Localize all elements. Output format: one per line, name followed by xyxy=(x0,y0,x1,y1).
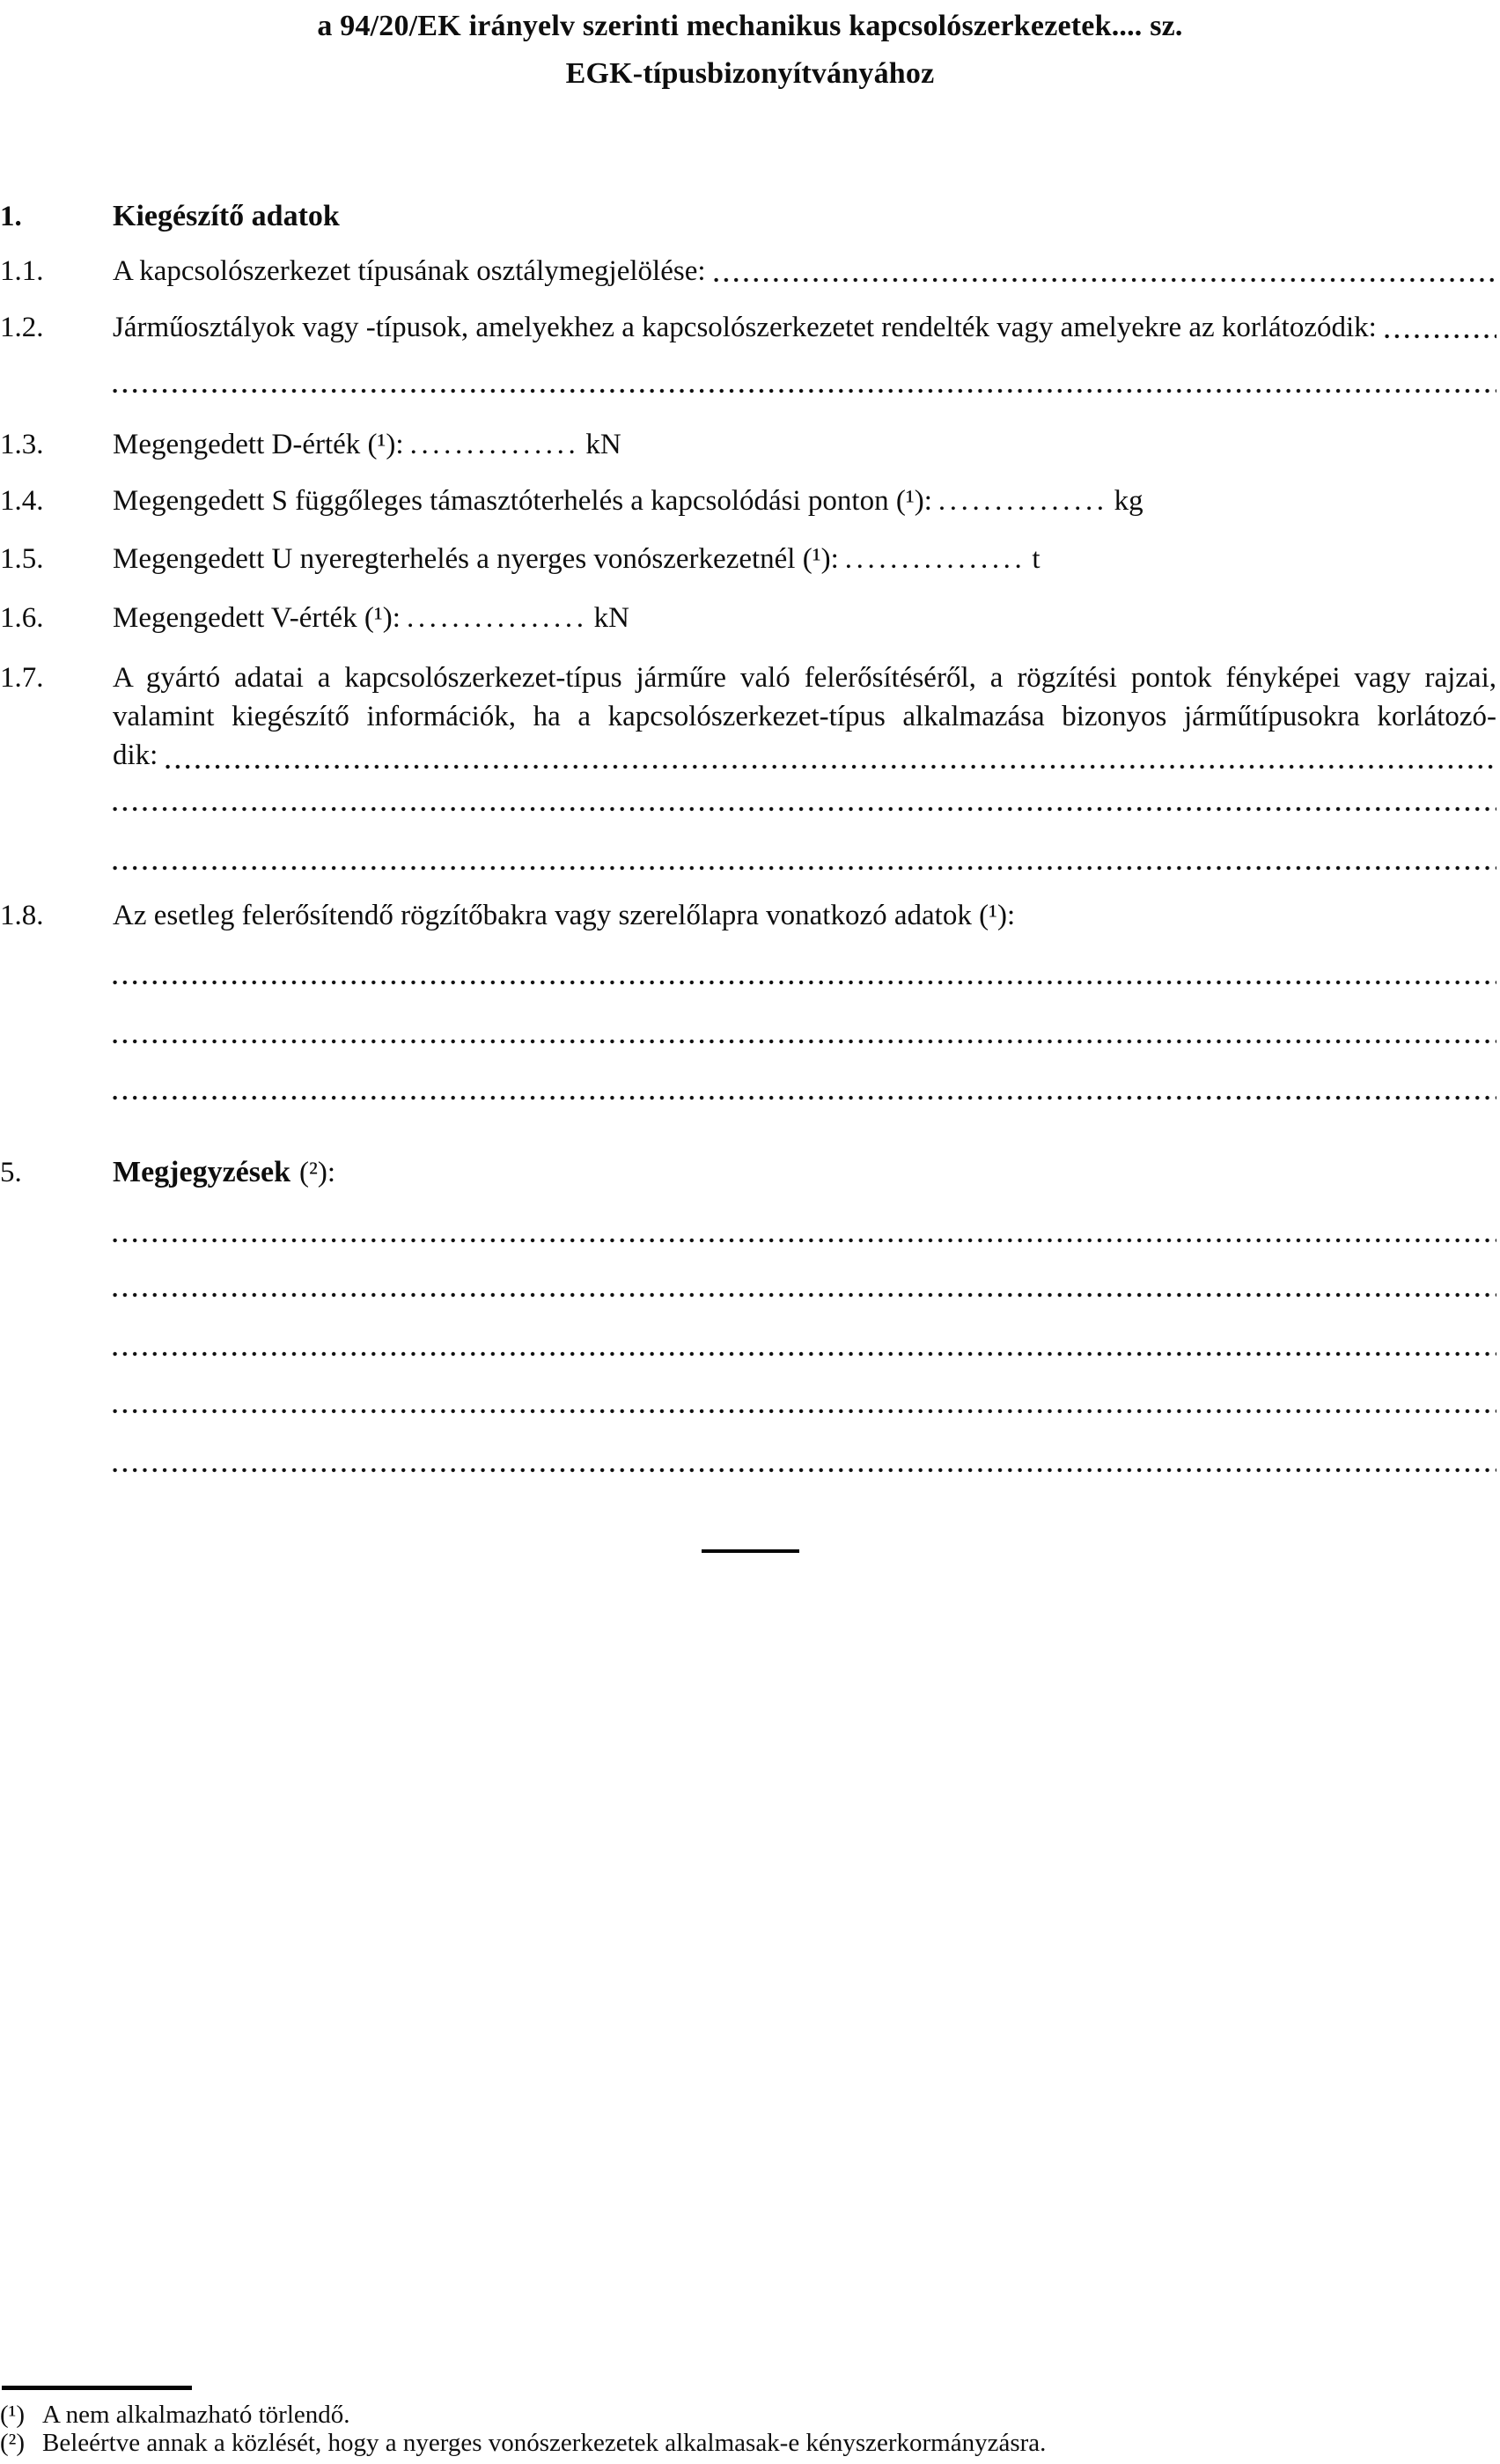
item-label: Az esetleg felerősítendő rögzítőbakra vagy szerelőlapra vonatkozó adatok (¹): xyxy=(113,900,1016,931)
item-1-2-row xyxy=(0,312,1496,345)
item-label: A kapcsolószerkezet típusának osztálymegjelölése: xyxy=(113,255,706,287)
dotted-fill-leader: ............... xyxy=(938,485,1108,517)
dotted-fill-leader: ............... xyxy=(409,429,580,460)
dotted-fill-leader: ................ xyxy=(844,543,1026,575)
centered-divider xyxy=(702,1549,799,1553)
item-1-8-row xyxy=(0,900,1496,933)
item-number: 1.3. xyxy=(0,429,44,460)
footnote-text: A nem alkalmazható törlendő. xyxy=(42,2401,350,2429)
item-number: 1.7. xyxy=(0,662,44,694)
dotted-fill-line xyxy=(113,1238,1496,1243)
item-label: Megengedett V-érték (¹): xyxy=(113,602,401,634)
dotted-fill-line xyxy=(113,1351,1496,1357)
unit-label: t xyxy=(1032,543,1040,575)
dotted-fill-line xyxy=(113,1292,1496,1298)
item-1-5-row xyxy=(0,543,1496,577)
section-number: 5. xyxy=(0,1157,22,1188)
item-1-3-row xyxy=(0,429,1496,462)
item-1-6-row xyxy=(0,602,1496,636)
paragraph-line: valamint kiegészítő információk, ha a kapcsolószerkezet-típus alkalmazása bizonyos járműtípusokra korlátozó- xyxy=(113,701,1496,733)
dotted-fill-leader: ................ xyxy=(406,602,588,634)
dotted-fill-line xyxy=(113,865,1496,871)
item-1-7-row xyxy=(0,658,1496,776)
paragraph-line: A gyártó adatai a kapcsolószerkezet-típus járműre való felerősítéséről, a rögzítési pontok fényképei vagy rajzai, xyxy=(113,662,1496,694)
dotted-fill-leader xyxy=(1385,334,1496,339)
paragraph-line: dik: xyxy=(113,739,158,772)
dotted-fill-line xyxy=(113,980,1496,985)
dotted-fill-line xyxy=(113,388,1496,394)
footnote-marker: (²) xyxy=(0,2429,26,2457)
unit-label: kN xyxy=(593,602,629,634)
section-heading: Megjegyzések xyxy=(113,1156,291,1188)
item-1-1-row xyxy=(0,255,1496,289)
item-label: Megengedett D-érték (¹): xyxy=(113,429,404,460)
dotted-fill-line xyxy=(113,1039,1496,1044)
dotted-fill-line xyxy=(113,1095,1496,1100)
unit-label: kN xyxy=(585,429,621,460)
section-heading-suffix: (²): xyxy=(299,1157,336,1188)
item-1-4-row xyxy=(0,485,1496,519)
section-number: 1. xyxy=(0,201,22,232)
item-number: 1.8. xyxy=(0,900,44,931)
section-1-heading-row xyxy=(0,199,1496,234)
dotted-fill-leader xyxy=(714,277,1496,283)
item-label: Megengedett U nyeregterhelés a nyerges vonószerkezetnél (¹): xyxy=(113,543,839,575)
section-heading: Kiegészítő adatok xyxy=(113,200,340,232)
footnote-marker: (¹) xyxy=(0,2401,26,2429)
footnote-1 xyxy=(0,2401,1496,2430)
item-number: 1.5. xyxy=(0,543,44,575)
dotted-fill-line xyxy=(113,1467,1496,1473)
item-label: Megengedett S függőleges támasztóterhelés a kapcsolódási ponton (¹): xyxy=(113,485,932,517)
footnote-text: Beleértve annak a közlését, hogy a nyerges vonószerkezetek alkalmasak-e kényszerkormányzásra. xyxy=(42,2429,1047,2457)
section-5-heading-row xyxy=(0,1155,1496,1190)
document-title-line2: EGK-típusbizonyítványához xyxy=(565,57,935,90)
item-number: 1.6. xyxy=(0,602,44,634)
unit-label: kg xyxy=(1114,485,1143,517)
dotted-fill-line xyxy=(113,1409,1496,1414)
footnote-2 xyxy=(0,2429,1496,2458)
footnote-separator xyxy=(2,2386,192,2390)
document-title-line1: a 94/20/EK irányelv szerinti mechanikus kapcsolószerkezetek.... sz. xyxy=(317,10,1183,42)
item-number: 1.4. xyxy=(0,485,44,517)
dotted-fill-leader xyxy=(165,764,1496,769)
item-number: 1.2. xyxy=(0,312,44,343)
item-number: 1.1. xyxy=(0,255,44,287)
item-label: Járműosztályok vagy -típusok, amelyekhez a kapcsolószerkezetet rendelték vagy amelyekre az korlátozódik: xyxy=(113,312,1377,343)
dotted-fill-line xyxy=(113,806,1496,812)
